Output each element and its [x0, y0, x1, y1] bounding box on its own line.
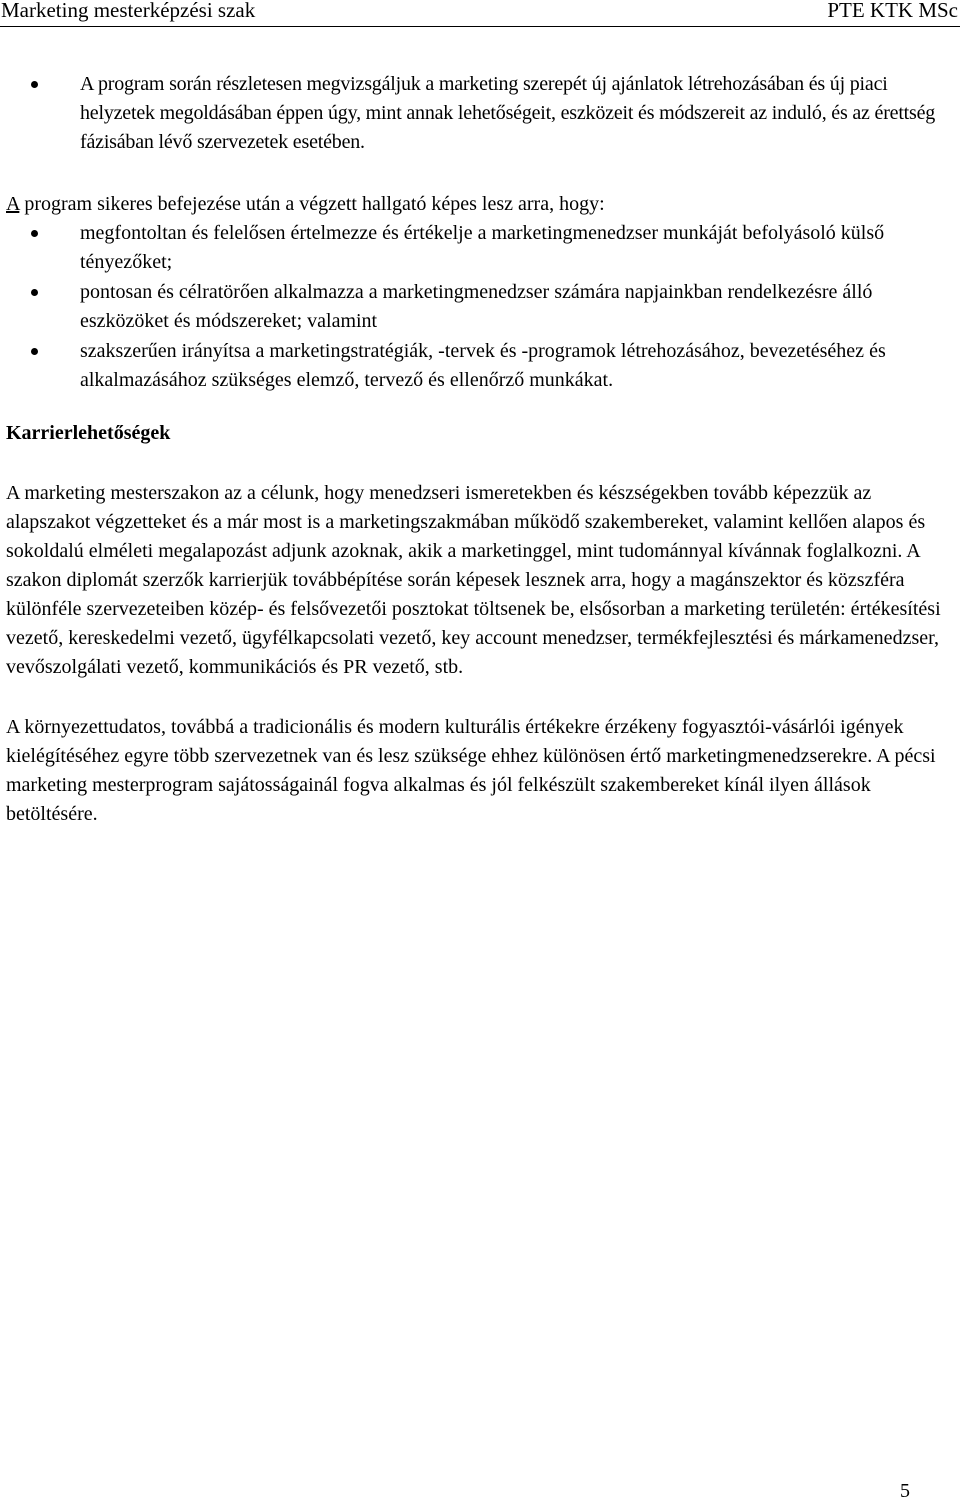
list-item-text: A program során részletesen megvizsgáljuk a marketing szerepét új ajánlatok létrehozásában és új piaci helyzetek megoldásában éppen úgy, mint annak lehetőségeit, eszközeit és módszereit az induló, és az érettség fázisában lévő szervezetek esetében.	[80, 73, 936, 153]
list-item-text: pontosan és célratörően alkalmazza a marketingmenedzser számára napjainkban rendelkezésre álló eszközöket és módszereket; valamint	[80, 281, 873, 332]
bullet-icon	[31, 289, 38, 296]
outcome-bullet-list	[6, 219, 956, 395]
bullet-icon	[31, 230, 38, 237]
page-header	[0, 0, 960, 27]
list-item	[6, 219, 956, 277]
header-institution: PTE KTK MSc	[827, 0, 958, 22]
career-paragraph-2: A környezettudatos, továbbá a tradicionális és modern kulturális értékekre érzékeny fogyasztói-vásárlói igények kielégítéséhez egyre több szervezetnek van és lesz szüksége ehhez különösen értő marketingmenedzserekre. A pécsi marketing mesterprogram sajátosságainál fogva alkalmas és jól felkészült szakembereket kínál ilyen állások betöltésére.	[6, 716, 936, 825]
section-heading-career: Karrierlehetőségek	[6, 422, 171, 444]
page-number: 5	[900, 1480, 910, 1502]
intro-bullet-list	[6, 70, 956, 157]
bullet-icon	[31, 81, 38, 88]
lead-first-letter: A	[6, 193, 20, 215]
document-body	[6, 70, 956, 829]
header-program-title: Marketing mesterképzési szak	[1, 0, 256, 22]
lead-text: program sikeres befejezése után a végzett hallgató képes lesz arra, hogy:	[19, 193, 605, 215]
bullet-icon	[31, 348, 38, 355]
career-paragraph-1: A marketing mesterszakon az a célunk, hogy menedzseri ismeretekben és készségekben tovább képezzük az alapszakot végzetteket és a már most is a marketingszakmában működő szakembereket, valamint kellően alapos és sokoldalú elméleti megalapozást adjunk azoknak, akik a marketinggel, mint tudománnyal kívánnak foglalkozni. A szakon diplomát szerzők karrierjük továbbépítése során képesek lesznek arra, hogy a magánszektor és közszféra különféle szervezeteiben közép- és felsővezetői posztokat töltsenek be, elsősorban a marketing területén: értékesítési vezető, kereskedelmi vezető, ügyfélkapcsolati vezető, key account menedzser, termékfejlesztési és márkamenedzser, vevőszolgálati vezető, kommunikációs és PR vezető, stb.	[6, 482, 941, 678]
list-item	[6, 278, 956, 336]
list-item-text: megfontoltan és felelősen értelmezze és értékelje a marketingmenedzser munkáját befolyásoló külső tényezőket;	[80, 222, 885, 273]
list-item	[6, 70, 956, 157]
outcomes-lead-sentence	[6, 190, 956, 219]
list-item-text: szakszerűen irányítsa a marketingstratégiák, -tervek és -programok létrehozásához, bevezetéséhez és alkalmazásához szükséges elemző, tervező és ellenőrző munkákat.	[80, 340, 886, 391]
list-item	[6, 337, 956, 395]
